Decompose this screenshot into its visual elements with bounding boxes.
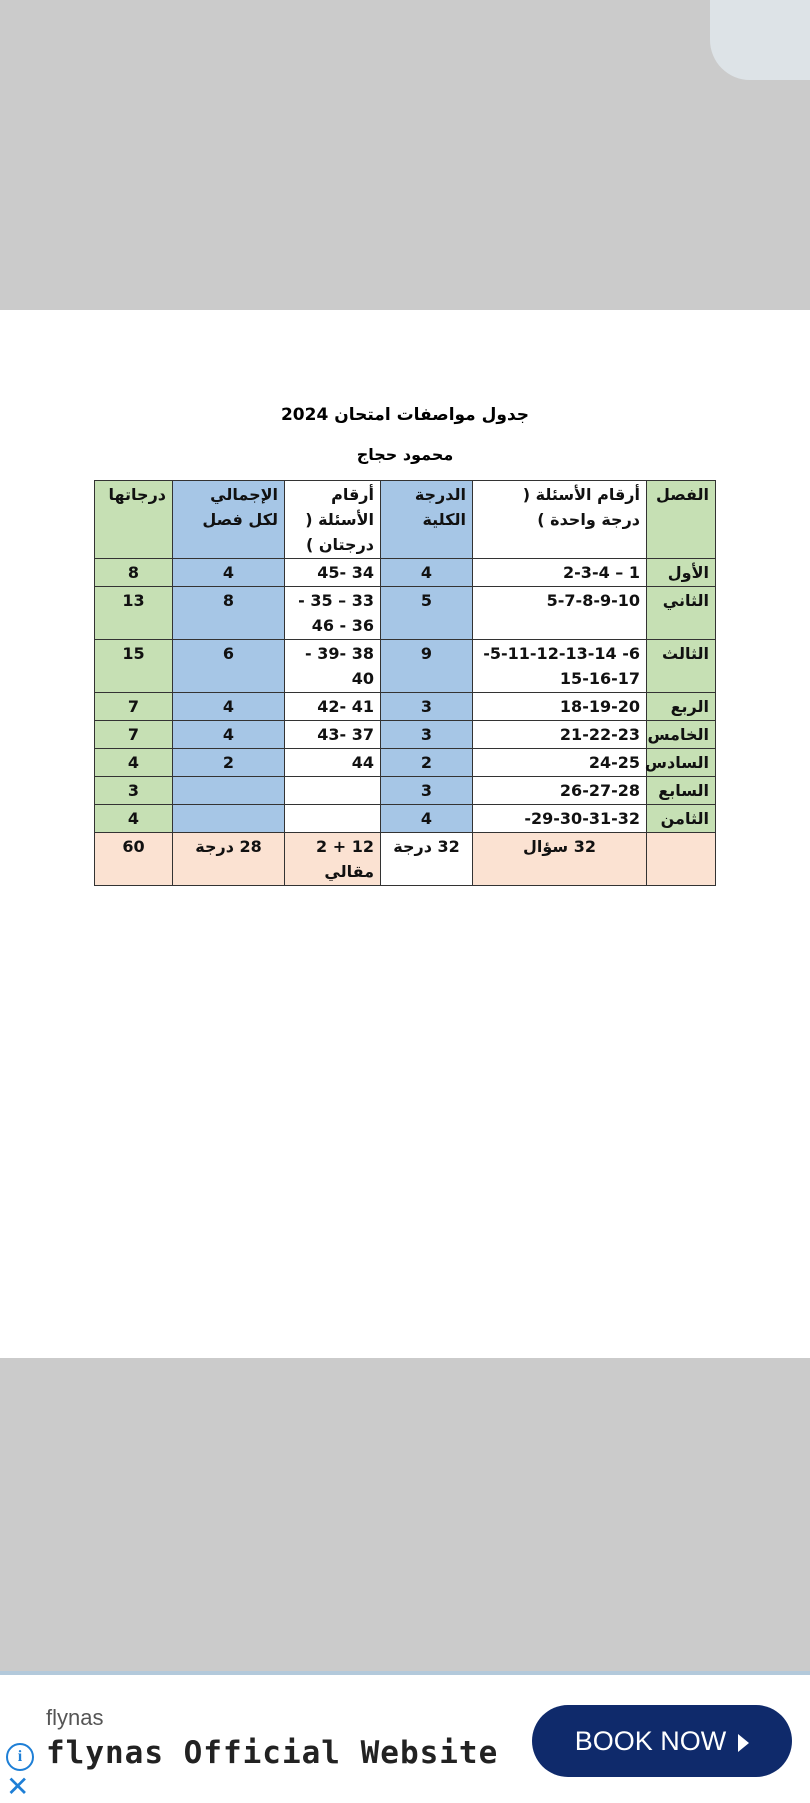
table-cell: 5-7-8-9-10 bbox=[473, 587, 647, 640]
table-row bbox=[95, 721, 716, 749]
table-row bbox=[95, 693, 716, 721]
table-row bbox=[95, 640, 716, 693]
table-cell: 21-22-23 bbox=[473, 721, 647, 749]
table-cell: الثامن bbox=[647, 805, 716, 833]
table-cell: 3 bbox=[95, 777, 173, 805]
book-now-label: BOOK NOW bbox=[574, 1726, 727, 1756]
table-cell: 6 bbox=[173, 640, 285, 693]
header-cell: الفصل bbox=[647, 481, 716, 559]
totals-cell: 12 + 2 مقالي bbox=[285, 833, 381, 886]
header-cell: الدرجة الكلية bbox=[381, 481, 473, 559]
table-cell: 4 bbox=[173, 559, 285, 587]
table-cell: 5 bbox=[381, 587, 473, 640]
table-cell: 26-27-28 bbox=[473, 777, 647, 805]
document-page bbox=[0, 310, 810, 1358]
info-icon[interactable]: i bbox=[6, 1743, 34, 1771]
ad-banner[interactable] bbox=[0, 1671, 810, 1803]
table-cell: 8 bbox=[173, 587, 285, 640]
header-cell: أرقام الأسئلة ( درجة واحدة ) bbox=[473, 481, 647, 559]
table-cell: 3 bbox=[381, 693, 473, 721]
table-cell: 29-30-31-32- bbox=[473, 805, 647, 833]
table-cell: 2 bbox=[173, 749, 285, 777]
table-cell: 15 bbox=[95, 640, 173, 693]
table-cell: 3 bbox=[381, 721, 473, 749]
table-cell: 6- 5-11-12-13-14- 15-16-17 bbox=[473, 640, 647, 693]
table-cell: 4 bbox=[95, 805, 173, 833]
close-icon[interactable]: ✕ bbox=[6, 1770, 30, 1803]
table-totals-row bbox=[95, 833, 716, 886]
header-cell: درجاتها bbox=[95, 481, 173, 559]
table-cell bbox=[173, 777, 285, 805]
table-cell: 33 – 35 - 36 - 46 bbox=[285, 587, 381, 640]
totals-cell bbox=[647, 833, 716, 886]
table-header-row bbox=[95, 481, 716, 559]
book-now-button[interactable] bbox=[532, 1705, 792, 1777]
table-cell: 8 bbox=[95, 559, 173, 587]
table-cell: 3 bbox=[381, 777, 473, 805]
ad-brand: flynas bbox=[46, 1705, 104, 1730]
table-cell: 18-19-20 bbox=[473, 693, 647, 721]
totals-cell: 32 سؤال bbox=[473, 833, 647, 886]
table-cell bbox=[285, 805, 381, 833]
table-cell: 24-25 bbox=[473, 749, 647, 777]
table-cell: 4 bbox=[95, 749, 173, 777]
table-cell: 4 bbox=[381, 559, 473, 587]
top-corner-pill bbox=[710, 0, 810, 80]
table-cell: الثالث bbox=[647, 640, 716, 693]
table-cell: السابع bbox=[647, 777, 716, 805]
header-cell: أرقام الأسئلة ( درجتان ) bbox=[285, 481, 381, 559]
table-cell: 37 -43 bbox=[285, 721, 381, 749]
table-row bbox=[95, 587, 716, 640]
table-cell: السادس bbox=[647, 749, 716, 777]
table-cell: الربع bbox=[647, 693, 716, 721]
table-cell: 34 -45 bbox=[285, 559, 381, 587]
document-author: محمود حجاج bbox=[356, 445, 454, 464]
document-title: جدول مواصفات امتحان 2024 bbox=[280, 405, 530, 425]
table-cell: 9 bbox=[381, 640, 473, 693]
table-cell: 7 bbox=[95, 693, 173, 721]
play-arrow-icon bbox=[738, 1734, 749, 1752]
table-cell: 1 – 2-3-4 bbox=[473, 559, 647, 587]
table-cell: 38 -39 - 40 bbox=[285, 640, 381, 693]
table-cell: 13 bbox=[95, 587, 173, 640]
table-cell bbox=[285, 777, 381, 805]
table-row bbox=[95, 805, 716, 833]
ad-headline[interactable]: flynas Official Website bbox=[46, 1735, 499, 1771]
totals-cell: 28 درجة bbox=[173, 833, 285, 886]
top-gray-area bbox=[0, 0, 810, 310]
table-cell: 2 bbox=[381, 749, 473, 777]
bottom-gray-area bbox=[0, 1358, 810, 1671]
table-cell: الثاني bbox=[647, 587, 716, 640]
table-cell: الأول bbox=[647, 559, 716, 587]
table-cell bbox=[173, 805, 285, 833]
table-row bbox=[95, 777, 716, 805]
table-cell: الخامس bbox=[647, 721, 716, 749]
table-cell: 41 -42 bbox=[285, 693, 381, 721]
table-cell: 44 bbox=[285, 749, 381, 777]
totals-cell: 32 درجة bbox=[381, 833, 473, 886]
table-row bbox=[95, 559, 716, 587]
header-cell: الإجمالي لكل فصل bbox=[173, 481, 285, 559]
table-row bbox=[95, 749, 716, 777]
table-cell: 4 bbox=[173, 721, 285, 749]
totals-cell: 60 bbox=[95, 833, 173, 886]
table-cell: 4 bbox=[381, 805, 473, 833]
table-cell: 4 bbox=[173, 693, 285, 721]
spec-table bbox=[94, 480, 716, 886]
table-cell: 7 bbox=[95, 721, 173, 749]
